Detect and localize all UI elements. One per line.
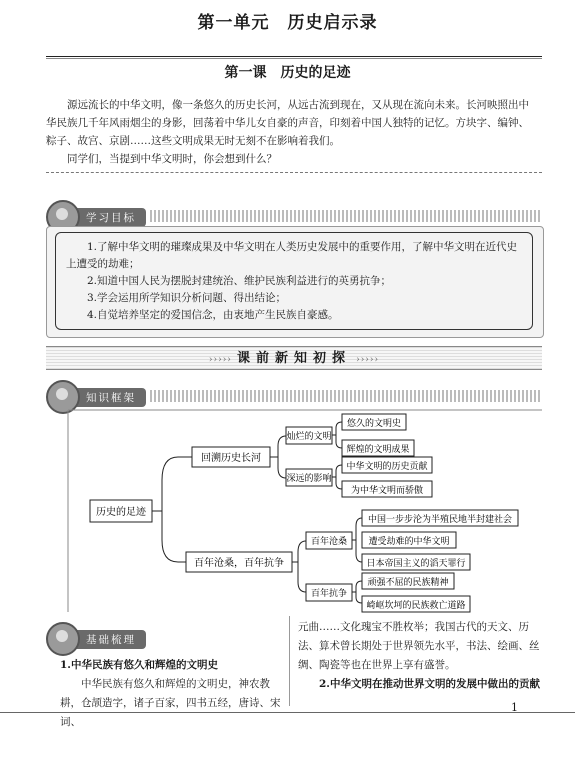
- lesson-title: 第一课 历史的足迹: [224, 65, 351, 81]
- node-b2s1c: 日本帝国主义的滔天罪行: [366, 559, 466, 569]
- node-b2s1b: 遭受劫难的中华文明: [368, 537, 450, 547]
- framework-label: 知识框架: [76, 388, 146, 407]
- node-b2s2b: 崎岖坎坷的民族救亡道路: [366, 601, 466, 611]
- banner-title: 课前新知初探: [236, 351, 351, 366]
- goal-item: 4.自觉培养坚定的爱国信念，由衷地产生民族自豪感。: [87, 309, 339, 321]
- node-b1s2a: 中华文明的历史贡献: [346, 462, 428, 472]
- basics-left-text: 中华民族有悠久和辉煌的文明史，神农教耕，仓颉造字，诸子百家，四书五经，唐诗、宋词、: [60, 678, 281, 728]
- basics-right-text: 元曲……文化瑰宝不胜枚举；我国古代的天文、历法、算术曾长期处于世界领先水平，书法、绘画、丝绸、陶瓷等也在世界上享有盛誉。: [298, 621, 540, 671]
- column-divider: [289, 616, 290, 706]
- node-b2s1: 百年沧桑: [310, 537, 348, 547]
- basics-section-head: [46, 622, 166, 656]
- intro-question: 同学们，当提到中华文明时，你会想到什么？: [67, 153, 277, 165]
- edge-root-brace: [162, 457, 178, 562]
- node-root: 历史的足迹: [96, 507, 146, 518]
- node-b1s2: 深远的影响: [286, 474, 332, 484]
- edge-b1s1-brace: [332, 422, 342, 448]
- goals-label: 学习目标: [76, 208, 146, 227]
- node-b1s1b: 辉煌的文明成果: [346, 445, 410, 455]
- node-b1s1: 灿烂的文明: [286, 432, 332, 442]
- node-b2s2: 百年抗争: [310, 589, 348, 599]
- mascot-icon: [46, 622, 80, 656]
- edge-branch2-brace: [292, 541, 306, 592]
- edge-b1s2-brace: [332, 465, 342, 489]
- basics-heading-1: 1.中华民族有悠久和辉煌的文明史: [60, 659, 218, 671]
- node-b2s1a: 中国一步步沦为半殖民地半封建社会: [367, 515, 513, 525]
- goal-item: 2.知道中国人民为摆脱封建统治、维护民族利益进行的英勇抗争；: [87, 275, 392, 287]
- footer-line: [0, 712, 575, 713]
- edge-b2s2-brace: [352, 581, 362, 603]
- node-branch2: 百年沧桑，百年抗争: [194, 558, 284, 569]
- basics-left-column: [60, 656, 282, 732]
- intro-paragraph: 源远流长的中华文明，像一条悠久的历史长河，从远古流到现在，又从现在流向未来。长河映照出中华民族几千年风雨烟尘的身影，回荡着中华儿女自豪的声音，印刻着中国人独特的记忆。方块字、编钟、粽子、故宫、京剧……这些文明成果无时无刻不在影响着我们。: [46, 99, 529, 147]
- basics-right-column: [298, 618, 542, 694]
- banner-arrows-right: ›››››: [356, 355, 380, 365]
- node-b1s1a: 悠久的文明史: [346, 419, 402, 429]
- goal-item: 3.学会运用所学知识分析问题、得出结论；: [87, 292, 287, 304]
- basics-heading-2: 2.中华文明在推动世界文明的发展中做出的贡献: [319, 678, 540, 690]
- unit-title: 第一单元 历史启示录: [197, 13, 378, 33]
- node-b2s2a: 顽强不屈的民族精神: [367, 578, 449, 588]
- goal-item: 1.了解中华文明的璀璨成果及中华文明在人类历史发展中的重要作用，了解中华文明在近代史上遭受的劫难；: [66, 241, 518, 270]
- node-branch1: 回溯历史长河: [201, 453, 261, 464]
- page-number: 1: [511, 701, 518, 714]
- node-b1s2b: 为中华文明而骄傲: [350, 486, 424, 496]
- edge-branch1-brace: [270, 436, 286, 478]
- banner-arrows: ›››››: [208, 355, 232, 365]
- edge-b2s1-brace: [352, 518, 362, 562]
- basics-label: 基础梳理: [76, 630, 146, 649]
